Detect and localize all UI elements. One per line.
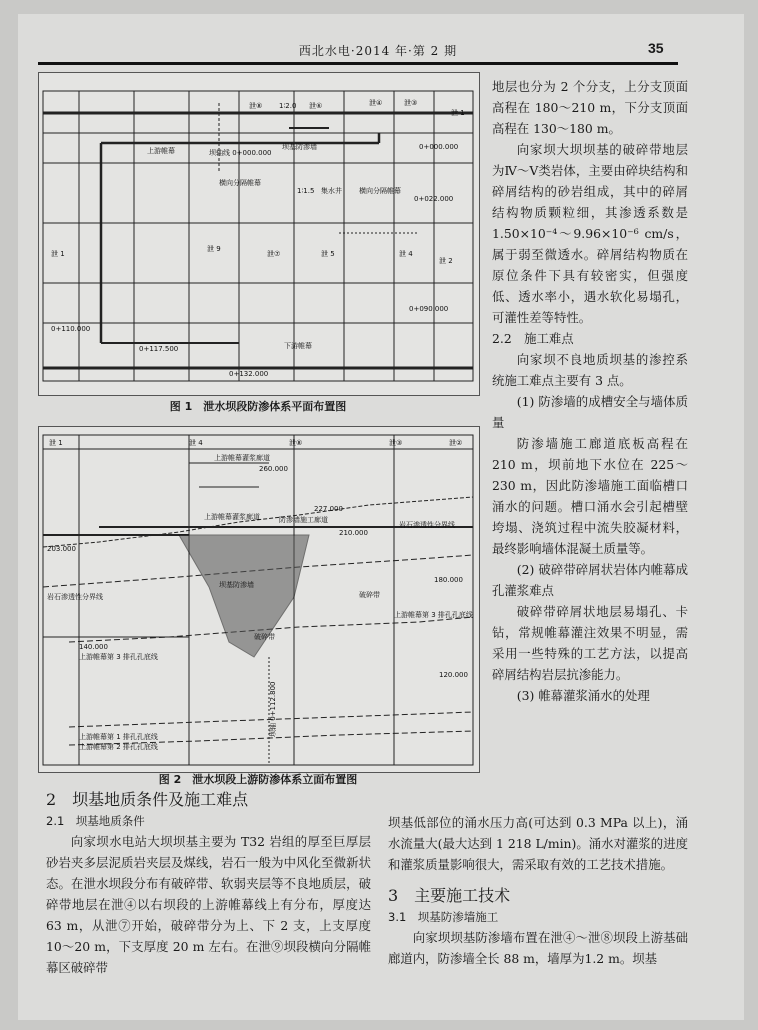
- fig2-label-gallery2: 上游帷幕灌浆廊道: [204, 513, 260, 521]
- fig1-label-station1: 0+022.000: [414, 195, 454, 203]
- fig2-label-row1: 上游帷幕第 1 排孔孔底线: [79, 733, 158, 741]
- header-rule: [38, 62, 678, 65]
- paragraph: 向家坝水电站大坝坝基主要为 T32 岩组的厚至巨厚层砂岩夹多层泥质岩夹层及煤线，岩石一般为中风化至微新状态。在泄水坝段分布有破碎带、软弱夹层等不良地质层，破碎带地层在泄④以右坝段的上游帷幕线上有分布，厚度达 63 m，从泄⑦开始，破碎带分为上、下 2 支，上支厚度 10～20 m，下支厚度 20 m 左右。在泄⑨坝段横向分隔帷幕区破碎带: [46, 834, 371, 975]
- figure-2-caption: 图 2 泄水坝段上游防渗体系立面布置图: [158, 773, 358, 786]
- paragraph: (2) 破碎带碎屑状岩体内帷幕成孔灌浆难点: [492, 562, 688, 598]
- fig1-label-sep: 横向分隔帷幕: [219, 179, 261, 187]
- fig1-label-gate9: 泄 9: [207, 245, 221, 253]
- fig2-label-e210: 210.000: [339, 529, 368, 537]
- fig2-label-e180: 180.000: [434, 576, 463, 584]
- fig1-label-upcurtain: 上游帷幕: [147, 147, 175, 155]
- fig2-label-g3: 泄③: [389, 439, 403, 447]
- fig1-label-gate3: 泄③: [404, 99, 418, 107]
- fig2-label-e227: 227.000: [314, 505, 343, 513]
- fig2-label-g1: 泄 1: [49, 439, 63, 447]
- paragraph: 坝基低部位的涌水压力高(可达到 0.3 MPa 以上)，涌水流量大(最大达到 1 218 L/min)。涌水对灌浆的进度和灌浆质量影响很大，需采取有效的工艺技术措施。: [388, 815, 688, 872]
- paragraph: (3) 帷幕灌浆涌水的处理: [516, 688, 650, 703]
- fig1-label-station5: 0+132.000: [229, 370, 269, 378]
- section-heading-3: 3 主要施工技术: [388, 886, 511, 905]
- fig2-label-row3b: 上游帷幕第 3 排孔孔底线: [394, 611, 473, 619]
- fig1-label-ratio1: 1∶2.0: [279, 102, 297, 110]
- right-column-bottom-text: [388, 812, 688, 969]
- fig1-label-gate5: 泄 5: [321, 250, 335, 258]
- fig2-label-e260: 260.000: [259, 465, 288, 473]
- fig1-label-station0: 0+000.000: [419, 143, 459, 151]
- fig1-label-sep2: 横向分隔帷幕: [359, 187, 401, 195]
- fig1-label-gate4: 泄④: [369, 99, 383, 107]
- subsection-heading-3-1: 3.1 坝基防渗墙施工: [388, 910, 499, 924]
- paragraph: 向家坝坝基防渗墙布置在泄④～泄⑧坝段上游基础廊道内，防渗墙全长 88 m，墙厚为1.2 m。坝基: [388, 930, 688, 966]
- fig2-label-g8: 泄⑧: [289, 439, 303, 447]
- figure-2-elevation-drawing: [38, 426, 480, 773]
- fig1-label-gate6: 泄⑥: [309, 102, 323, 110]
- left-column-text: [46, 789, 371, 978]
- fig2-label-rock2: 岩石渗透性分界线: [399, 521, 455, 529]
- fig2-label-row2: 上游帷幕第 2 排孔孔底线: [79, 743, 158, 751]
- fig1-label-gate1b: 泄 1: [51, 250, 65, 258]
- paragraph: 向家坝不良地质坝基的渗控系统施工难点主要有 3 点。: [492, 352, 688, 388]
- fig2-label-gallery: 上游帷幕灌浆廊道: [214, 454, 270, 462]
- fig2-label-station: 坝轴 0+112.800: [269, 681, 277, 737]
- right-column-text: [492, 76, 688, 706]
- subsection-heading-2-1: 2.1 坝基地质条件: [46, 814, 145, 828]
- fig1-label-gate2: 泄 2: [439, 257, 453, 265]
- fig1-label-downcurtain: 下游帷幕: [284, 342, 312, 350]
- fig1-label-wall: 坝基防渗墙: [282, 143, 317, 151]
- fig1-label-gate4b: 泄 4: [399, 250, 413, 258]
- journal-page: [18, 14, 744, 1020]
- fig1-label-gate8: 泄⑧: [249, 102, 263, 110]
- paragraph: 防渗墙施工廊道底板高程在 210 m，坝前地下水位在 225～230 m，因此防渗墙施工面临槽口涌水的问题。槽口涌水会引起槽壁垮塌、浇筑过程中流失胶凝材料，最终影响墙体混凝土质量等。: [492, 436, 688, 556]
- figure-1-plan-drawing: [38, 72, 480, 396]
- fig2-label-e140: 140.000: [79, 643, 108, 651]
- fig2-label-fault1: 破碎带: [359, 591, 380, 599]
- fig1-label-station3: 0+110.000: [51, 325, 91, 333]
- journal-title: 西北水电·2014 年·第 2 期: [298, 44, 458, 58]
- fig1-label-gate1: 泄 1: [451, 109, 465, 117]
- fig1-label-ratio2: 1∶1.5: [297, 187, 315, 195]
- fig1-label-station2: 0+090.000: [409, 305, 449, 313]
- fig2-label-fault2: 破碎带: [254, 633, 275, 641]
- section-heading-2: 2 坝基地质条件及施工难点: [46, 790, 249, 809]
- paragraph: (1) 防渗墙的成槽安全与墙体质量: [492, 394, 688, 430]
- fig2-label-e203: 203.000: [47, 545, 76, 553]
- fig1-label-axis: 坝轴线 0+000.000: [209, 149, 272, 157]
- subsection-heading-2-2: 2.2 施工难点: [492, 331, 574, 346]
- paragraph: 地层也分为 2 个分支，上分支顶面高程在 180～210 m，下分支顶面高程在 130～180 m。: [492, 79, 688, 136]
- fig2-label-g4: 泄 4: [189, 439, 203, 447]
- fig2-label-walltun: 防渗墙施工廊道: [279, 516, 328, 524]
- fig1-label-gate7: 泄⑦: [267, 250, 281, 258]
- page-number: 35: [648, 40, 664, 56]
- fig2-label-row3: 上游帷幕第 3 排孔孔底线: [79, 653, 158, 661]
- fig2-label-e120: 120.000: [439, 671, 468, 679]
- paragraph: 向家坝大坝坝基的破碎带地层为Ⅳ～Ⅴ类岩体，主要由碎块结构和碎屑结构的砂岩组成，其中的碎屑结构物质颗粒细，其渗透系数是 1.50×10⁻⁴～9.96×10⁻⁶ cm/s，属于弱至微透水。碎屑结构物质在原位条件下具有较密实，但强度低、透水率小，遇水软化易塌孔，可灌性差等特性。: [492, 142, 688, 325]
- paragraph: 破碎带碎屑状地层易塌孔、卡钻，常规帷幕灌注效果不明显，需采用一些特殊的工艺方法，以提高碎屑结构岩层抗渗能力。: [492, 604, 688, 682]
- figure-1-caption: 图 1 泄水坝段防渗体系平面布置图: [169, 400, 347, 413]
- fig2-label-g2: 泄②: [449, 439, 463, 447]
- fig1-label-well: 集水井: [321, 187, 342, 195]
- fig2-label-wall: 坝基防渗墙: [219, 581, 254, 589]
- fig2-label-rock: 岩石渗透性分界线: [47, 593, 103, 601]
- fig1-label-station4: 0+117.500: [139, 345, 179, 353]
